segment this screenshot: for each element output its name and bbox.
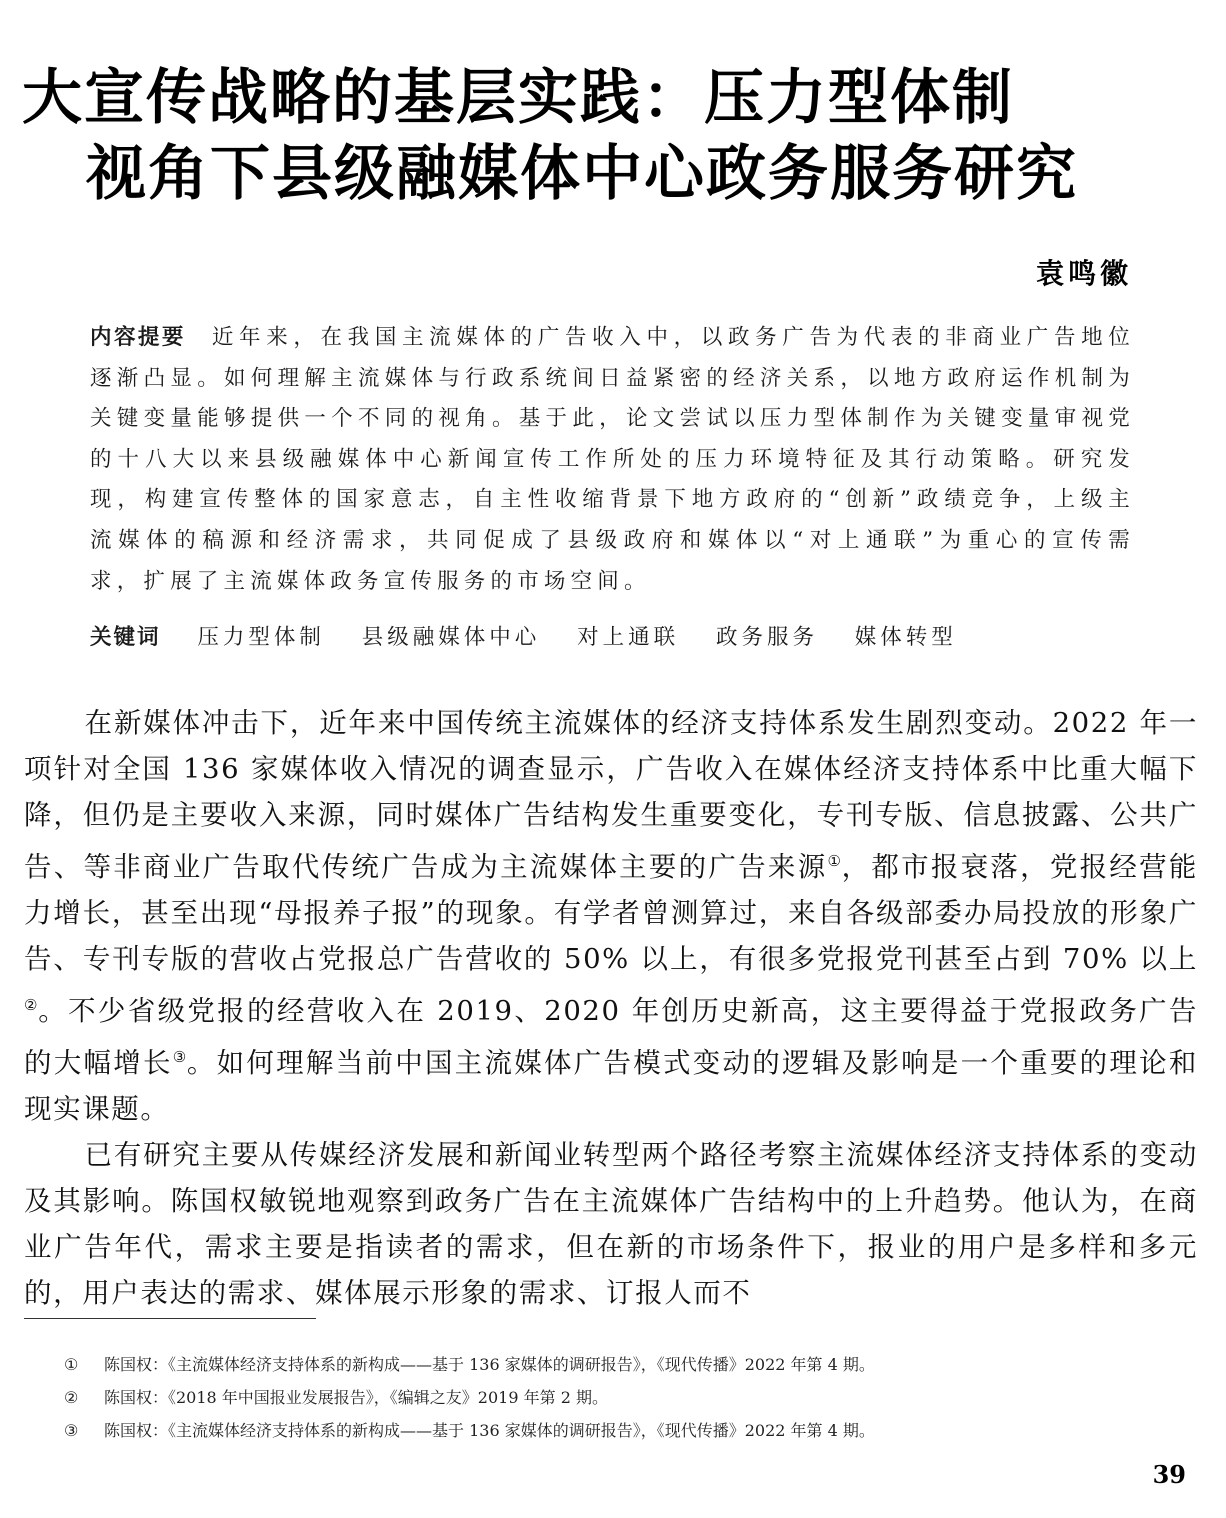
body-sentence: 在新媒体冲击下，近年来中国传统主流媒体的经济支持体系发生剧烈变动。2022 年一项针对全国 136 家媒体收入情况的调查显示，广告收入在媒体经济支持体系中比重大幅下降，但仍是主要收入来源，同时媒体广告结构发生重要变化，专刊专版、信息披露、公共广告、等非商业广告取代传统广告成为主流媒体主要的广告来源 <box>24 707 1198 883</box>
page-number: 39 <box>1152 1460 1186 1489</box>
body-paragraph <box>24 700 1198 1132</box>
article-title <box>22 60 1202 212</box>
keywords-label: 关键词 <box>90 625 161 650</box>
footnote-text: 陈国权：《主流媒体经济支持体系的新构成——基于 136 家媒体的调研报告》，《现代传播》2022 年第 4 期。 <box>104 1421 875 1440</box>
footnote-ref[interactable]: ③ <box>172 1048 187 1066</box>
footnote-item <box>64 1348 1204 1381</box>
keyword-item: 压力型体制 <box>197 625 325 650</box>
body-sentence: 。如何理解当前中国主流媒体广告模式变动的逻辑及影响是一个重要的理论和现实课题。 <box>24 1047 1198 1125</box>
title-line-2: 视角下县级融媒体中心政务服务研究 <box>86 139 1078 209</box>
footnote-ref[interactable]: ② <box>24 996 39 1014</box>
abstract <box>90 318 1135 602</box>
keyword-item: 政务服务 <box>715 625 818 650</box>
footnotes <box>64 1348 1204 1447</box>
abstract-label: 内容提要 <box>90 325 186 350</box>
keyword-item: 媒体转型 <box>854 625 957 650</box>
body-paragraph: 已有研究主要从传媒经济发展和新闻业转型两个路径考察主流媒体经济支持体系的变动及其影响。陈国权敏锐地观察到政务广告在主流媒体广告结构中的上升趋势。他认为，在商业广告年代，需求主要是指读者的需求，但在新的市场条件下，报业的用户是多样和多元的，用户表达的需求、媒体展示形象的需求、订报人而不 <box>24 1139 1198 1309</box>
footnote-text: 陈国权：《2018 年中国报业发展报告》，《编辑之友》2019 年第 2 期。 <box>104 1388 608 1407</box>
footnote-mark: ② <box>64 1388 79 1407</box>
footnote-mark: ① <box>64 1355 79 1374</box>
body-sentence: 。不少省级党报的经营收入在 2019、2020 年创历史新高，这主要得益于党报政务广告的大幅增长 <box>24 995 1198 1079</box>
body-sentence: ，都市报衰落，党报经营能力增长，甚至出现“母报养子报”的现象。有学者曾测算过，来自各级部委办局投放的形象广告、专刊专版的营收占党报总广告营收的 50% 以上，有很多党报党刊甚至占到 70% 以上 <box>24 851 1198 975</box>
footnote-ref[interactable]: ① <box>827 852 842 870</box>
footnote-item <box>64 1414 1204 1447</box>
keywords <box>90 620 1135 656</box>
footnote-item <box>64 1381 1204 1414</box>
title-line-1: 大宣传战略的基层实践：压力型体制 <box>22 63 1014 133</box>
author-name: 袁鸣徽 <box>1035 257 1132 290</box>
keyword-item: 县级融媒体中心 <box>361 625 541 650</box>
footnote-mark: ③ <box>64 1421 79 1440</box>
footnote-divider <box>24 1318 316 1319</box>
body-text <box>24 700 1198 1316</box>
keyword-item: 对上通联 <box>577 625 680 650</box>
footnote-text: 陈国权：《主流媒体经济支持体系的新构成——基于 136 家媒体的调研报告》，《现代传播》2022 年第 4 期。 <box>104 1355 875 1374</box>
abstract-text: 近年来，在我国主流媒体的广告收入中，以政务广告为代表的非商业广告地位逐渐凸显。如何理解主流媒体与行政系统间日益紧密的经济关系，以地方政府运作机制为关键变量能够提供一个不同的视角。基于此，论文尝试以压力型体制作为关键变量审视党的十八大以来县级融媒体中心新闻宣传工作所处的压力环境特征及其行动策略。研究发现，构建宣传整体的国家意志，自主性收缩背景下地方政府的“创新”政绩竞争，上级主流媒体的稿源和经济需求，共同促成了县级政府和媒体以“对上通联”为重心的宣传需求，扩展了主流媒体政务宣传服务的市场空间。 <box>90 325 1135 594</box>
